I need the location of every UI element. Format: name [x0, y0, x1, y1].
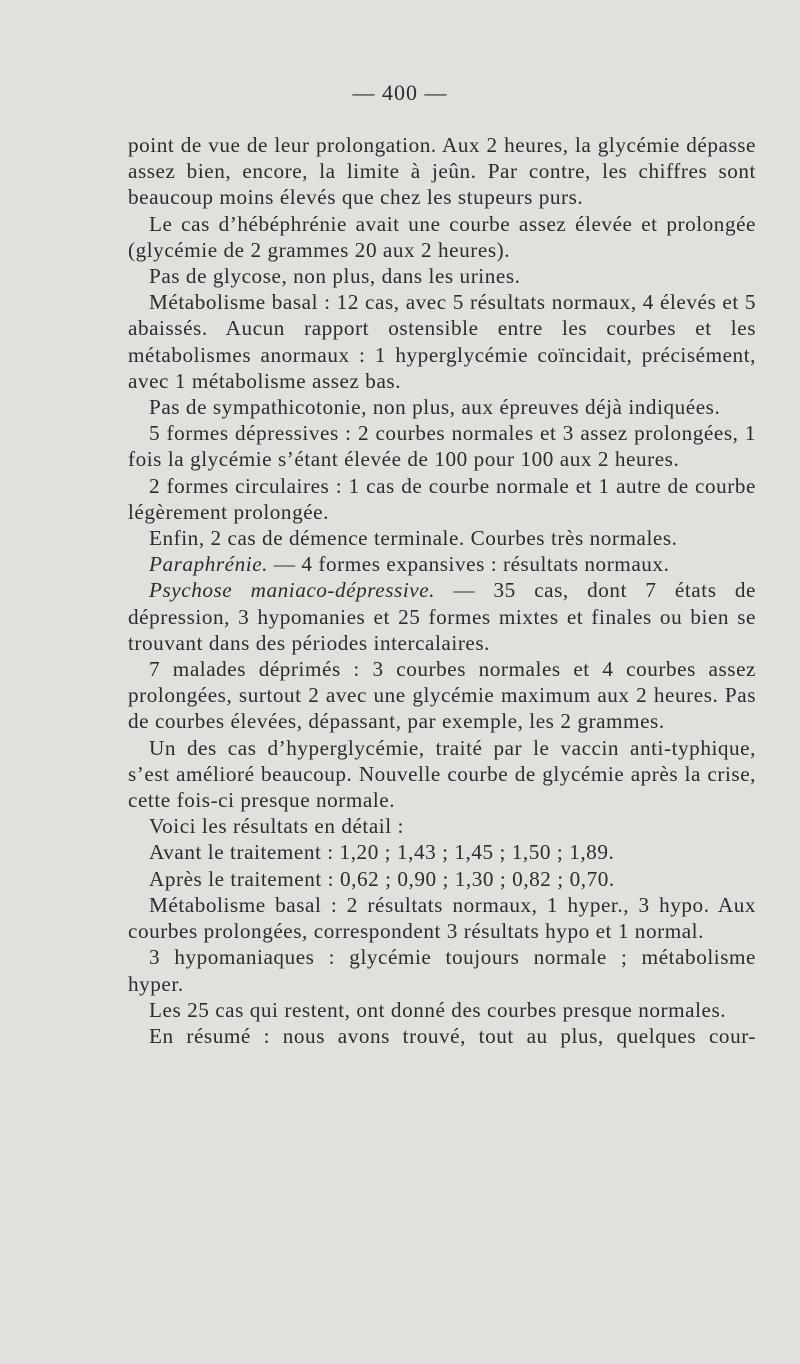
paragraph-resume: En résumé : nous avons trouvé, tout au plus, quelques cour-: [149, 1023, 756, 1048]
paragraph-formes-depressives: 5 formes dépressives : 2 courbes normales et 3 assez prolongées, 1 fois la glycémie s’étant élevée de 100 pour 100 aux 2 heures.: [128, 421, 756, 472]
paraphrenie-text: — 4 formes expansives : résultats normaux.: [268, 552, 670, 577]
paragraph-demence-terminale: Enfin, 2 cas de démence terminale. Courbes très normales.: [149, 526, 678, 551]
paragraph-hypomaniaques: 3 hypomaniaques : glycémie toujours normale ; métabolisme hyper.: [128, 945, 756, 996]
paragraph-psychose: [128, 577, 756, 656]
paragraph-glycose: Pas de glycose, non plus, dans les urines.: [149, 264, 521, 289]
section-label-paraphrenie: Paraphrénie.: [149, 552, 268, 577]
paragraph-cas-restants: Les 25 cas qui restent, ont donné des courbes presque normales.: [149, 997, 727, 1022]
section-label-psychose: Psychose maniaco-dépressive.: [149, 578, 436, 603]
paragraph-malades-deprimes: 7 malades déprimés : 3 courbes normales et 4 courbes assez prolongées, surtout 2 avec une glycémie maximum aux 2 heures. Pas de courbes élevées, dépassant, par exemple, les 2 grammes.: [128, 657, 756, 734]
paragraph-avant-traitement: Avant le traitement : 1,20 ; 1,43 ; 1,45 ; 1,50 ; 1,89.: [149, 840, 615, 865]
paragraph-sympathicotonie: Pas de sympathicotonie, non plus, aux épreuves déjà indiquées.: [149, 395, 721, 420]
paragraph-resultats-intro: Voici les résultats en détail :: [149, 814, 404, 839]
psychose-text: — 35 cas, dont 7 états de dépression, 3 hypomanies et 25 formes mixtes et finales ou bien se trouvant dans des périodes intercalaires.: [128, 578, 756, 655]
paragraph-hyperglycemie-vaccin: Un des cas d’hyperglycémie, traité par le vaccin anti-typhique, s’est amélioré beaucoup. Nouvelle courbe de glycémie après la crise, cette fois-ci presque normale.: [128, 735, 756, 813]
paragraph-metabolisme-basal: Métabolisme basal : 12 cas, avec 5 résultats normaux, 4 élevés et 5 abaissés. Aucun rapport ostensible entre les courbes et les métabolismes anormaux : 1 hyperglycémie coïncidait, précisément, avec 1 métabolisme assez bas.: [128, 290, 756, 393]
body-text: [128, 132, 756, 1049]
page-number: — 400 —: [352, 80, 448, 105]
paragraph-metabolisme-basal-2: Métabolisme basal : 2 résultats normaux, 1 hyper., 3 hypo. Aux courbes prolongées, correspondent 3 résultats hypo et 1 normal.: [128, 892, 756, 944]
paragraph-apres-traitement: Après le traitement : 0,62 ; 0,90 ; 1,30 ; 0,82 ; 0,70.: [149, 866, 615, 891]
paragraph-paraphrenie: [128, 551, 756, 577]
paragraph-formes-circulaires: 2 formes circulaires : 1 cas de courbe normale et 1 autre de courbe légèrement prolongée.: [128, 473, 756, 524]
paragraph-hebephrenie: Le cas d’hébéphrénie avait une courbe assez élevée et prolongée (glycémie de 2 grammes 20 aux 2 heures).: [128, 211, 756, 262]
paragraph-continuation: point de vue de leur prolongation. Aux 2 heures, la glycémie dépasse assez bien, encore, la limite à jeûn. Par contre, les chiffres sont beaucoup moins élevés que chez les stupeurs purs.: [128, 133, 756, 210]
